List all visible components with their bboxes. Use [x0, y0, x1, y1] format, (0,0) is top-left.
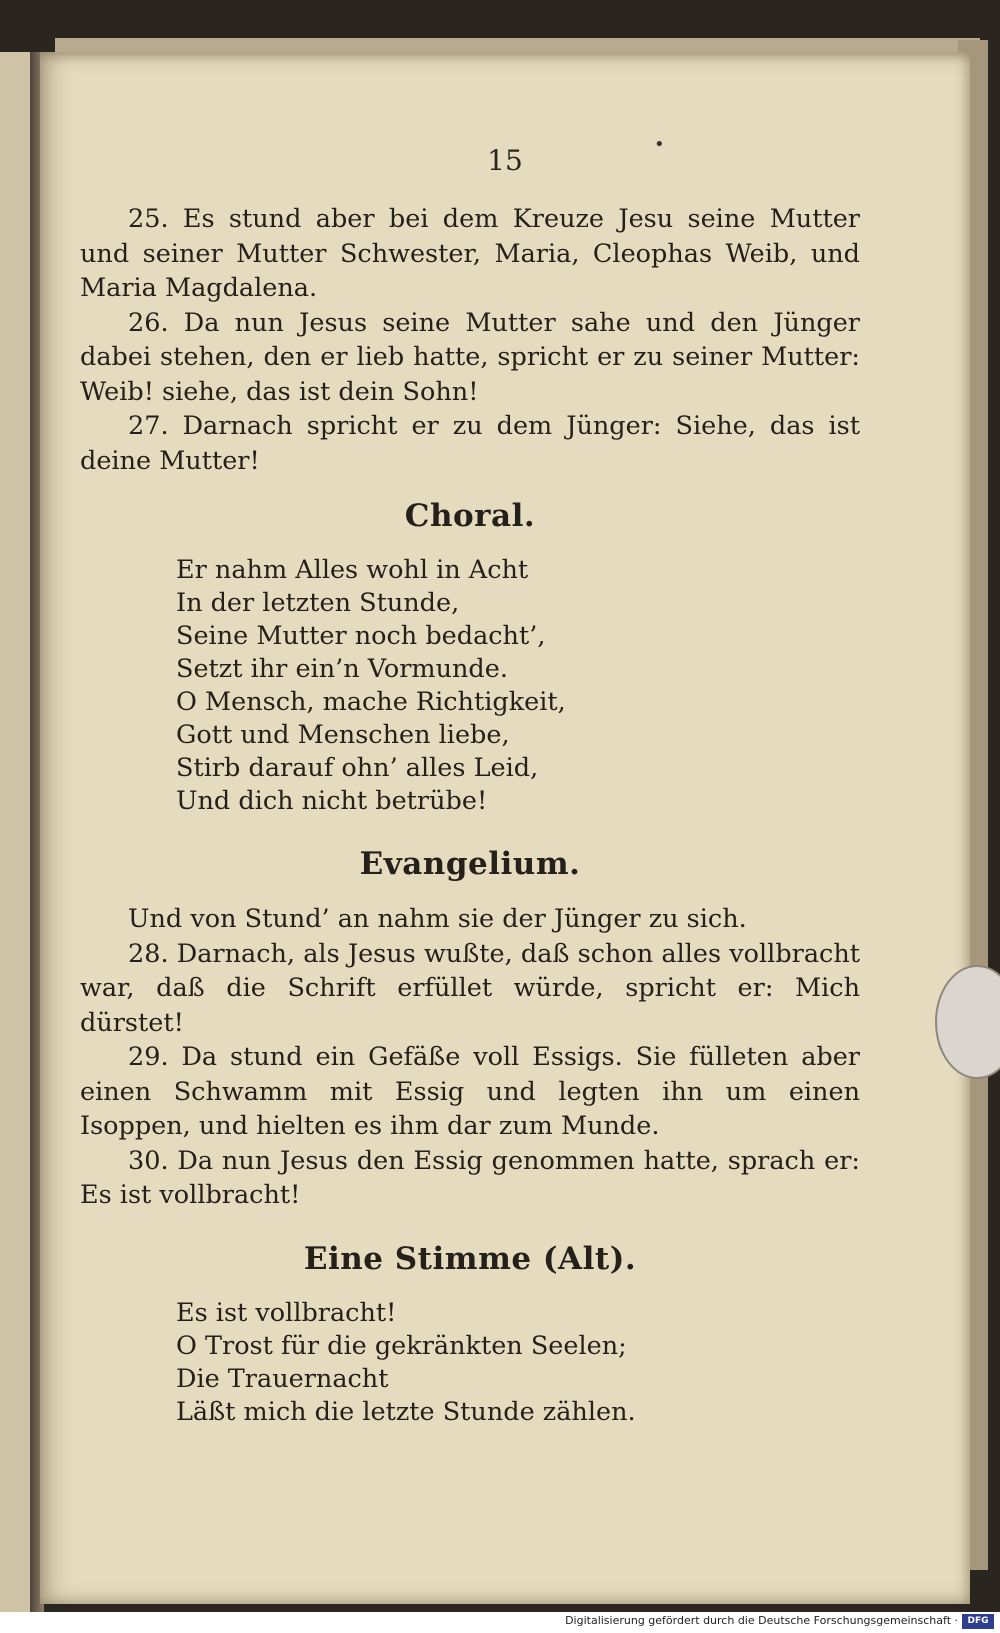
poem-line: O Trost für die gekränkten Seelen;	[176, 1330, 627, 1361]
poem-line: Die Trauernacht	[176, 1363, 389, 1394]
spacer	[80, 1213, 860, 1239]
poem-line: Läßt mich die letzte Stunde zählen.	[176, 1396, 636, 1427]
ink-mark: •	[654, 134, 665, 155]
poem-line: Es ist vollbracht!	[176, 1297, 397, 1328]
poem-line: Setzt ihr ein’n Vormunde.	[176, 654, 508, 684]
verse-27: 27. Darnach spricht er zu dem Jünger: Siehe, das ist deine Mutter!	[80, 411, 860, 476]
poem-line: In der letzten Stunde,	[176, 588, 460, 618]
poem-line: Gott und Menschen liebe,	[176, 720, 510, 750]
poem-line: Und dich nicht betrübe!	[176, 786, 488, 816]
page-body	[80, 202, 860, 1429]
dfg-logo: DFG	[962, 1614, 994, 1629]
choral-poem	[80, 554, 860, 818]
heading-eine-stimme: Eine Stimme (Alt).	[303, 1240, 637, 1277]
heading-choral: Choral.	[404, 498, 536, 534]
digitization-credit: Digitalisierung gefördert durch die Deutsche Forschungsgemeinschaft ·	[565, 1614, 958, 1627]
verse-25: 25. Es stund aber bei dem Kreuze Jesu seine Mutter und seiner Mutter Schwester, Maria, Cleophas Weib, und Maria Magdalena.	[80, 204, 860, 303]
poem-line: O Mensch, mache Richtigkeit,	[176, 687, 566, 717]
verse-29: 29. Da stund ein Gefäße voll Essigs. Sie fülleten aber einen Schwamm mit Essig und legten ihn um einen Isoppen, und hielten es ihm dar zum Munde.	[80, 1042, 860, 1141]
heading-evangelium: Evangelium.	[359, 846, 581, 882]
poem-line: Seine Mutter noch bedacht’,	[176, 621, 546, 651]
spacer	[80, 478, 860, 496]
poem-line: Er nahm Alles wohl in Acht	[176, 555, 529, 585]
spacer	[80, 1279, 860, 1297]
verse-26: 26. Da nun Jesus seine Mutter sahe und den Jünger dabei stehen, den er lieb hatte, spricht er zu seiner Mutter: Weib! siehe, das ist dein Sohn!	[80, 307, 860, 407]
spacer	[80, 818, 860, 844]
stimme-poem	[80, 1297, 860, 1429]
page-number: 15	[487, 144, 523, 177]
spacer	[80, 884, 860, 902]
verse-30: 30. Da nun Jesus den Essig genommen hatte, sprach er: Es ist vollbracht!	[80, 1145, 860, 1210]
facing-page-edge	[0, 52, 34, 1612]
spacer	[80, 536, 860, 554]
verse-28: 28. Darnach, als Jesus wußte, daß schon alles vollbracht war, daß die Schrift erfüllet würde, spricht er: Mich dürstet!	[80, 938, 860, 1038]
poem-line: Stirb darauf ohn’ alles Leid,	[176, 753, 539, 783]
book-page	[40, 52, 970, 1604]
evangelium-intro: Und von Stund’ an nahm sie der Jünger zu sich.	[128, 904, 747, 934]
